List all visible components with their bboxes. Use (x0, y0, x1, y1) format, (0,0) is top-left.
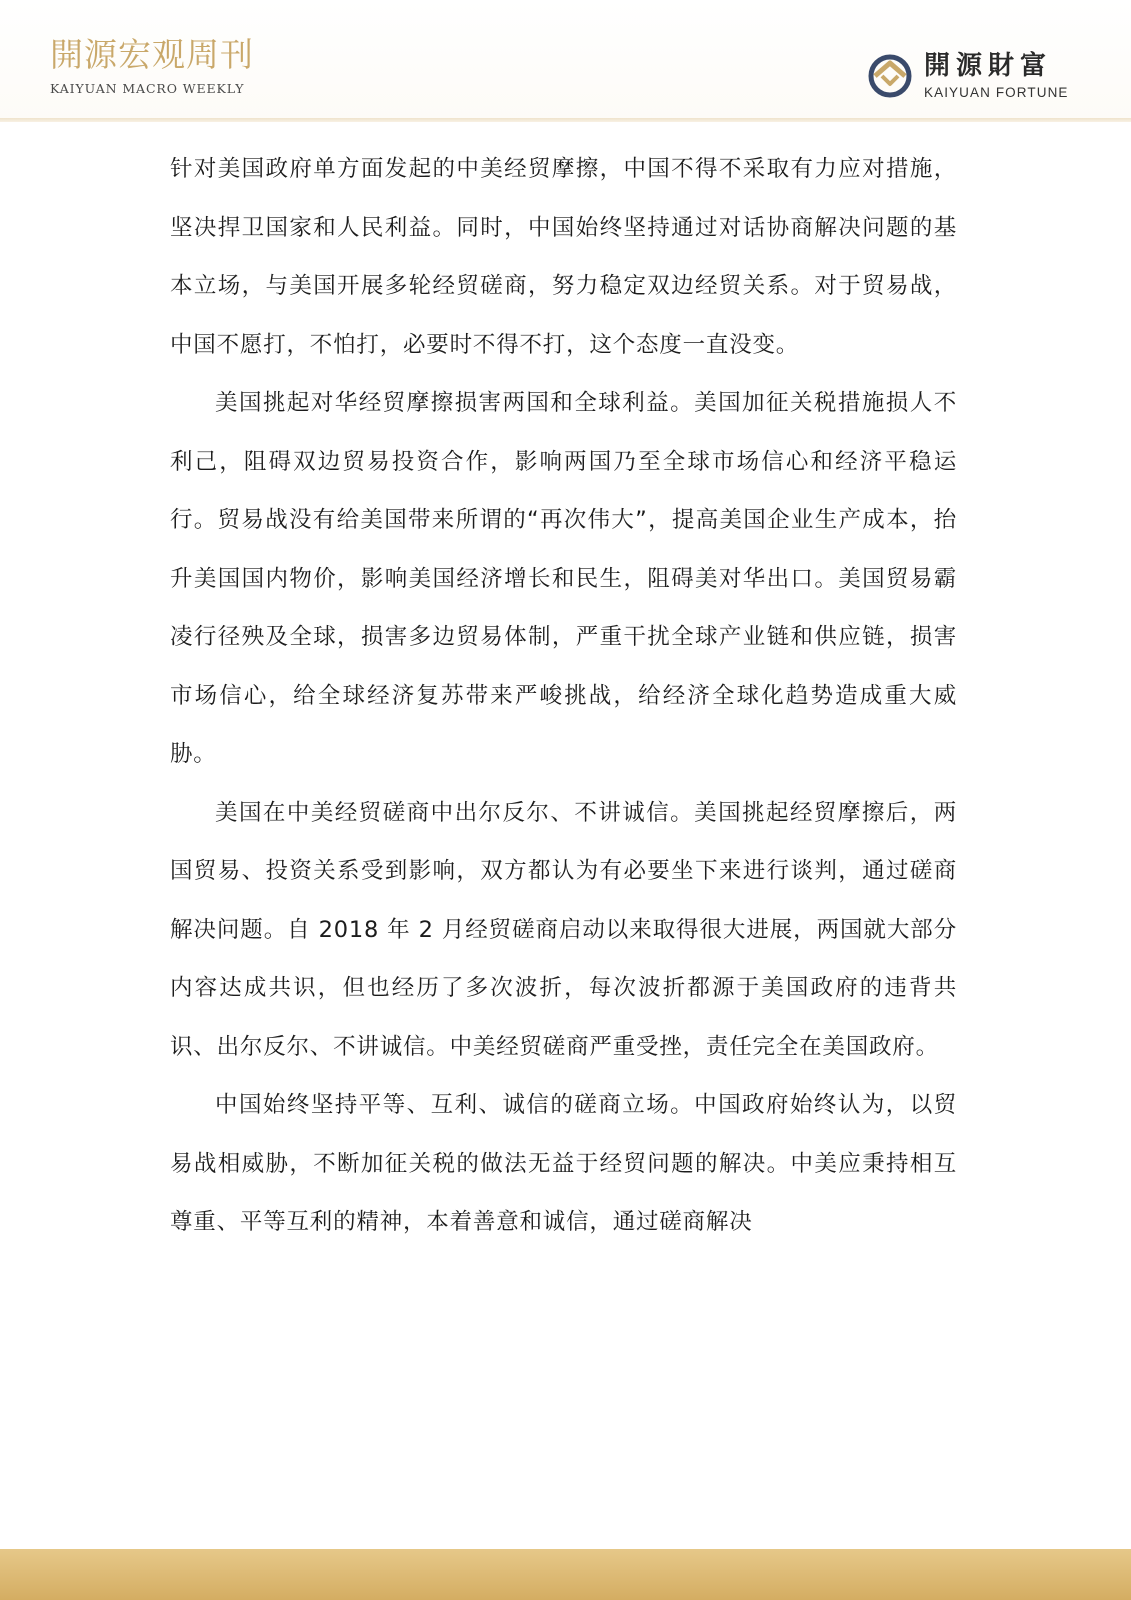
paragraph-2: 美国挑起对华经贸摩擦损害两国和全球利益。美国加征关税措施损人不利己，阻碍双边贸易投资合作，影响两国乃至全球市场信心和经济平稳运行。贸易战没有给美国带来所谓的“再次伟大”，提高美国企业生产成本，抬升美国国内物价，影响美国经济增长和民生，阻碍美对华出口。美国贸易霸凌行径殃及全球，损害多边贸易体制，严重干扰全球产业链和供应链，损害市场信心，给全球经济复苏带来严峻挑战，给经济全球化趋势造成重大威胁。 (170, 390, 957, 767)
footer-bar (0, 1549, 1131, 1600)
page-header (0, 0, 1131, 120)
paragraph-4: 中国始终坚持平等、互利、诚信的磋商立场。中国政府始终认为，以贸易战相威胁，不断加征关税的做法无益于经贸问题的解决。中美应秉持相互尊重、平等互利的精神，本着善意和诚信，通过磋商解决 (170, 1092, 957, 1235)
company-name-cn: 開源財富 (924, 50, 1053, 81)
article-body (170, 140, 957, 1252)
kaiyuan-logo-icon (866, 52, 914, 100)
paragraph-3: 美国在中美经贸磋商中出尔反尔、不讲诚信。美国挑起经贸摩擦后，两国贸易、投资关系受到影响，双方都认为有必要坐下来进行谈判，通过磋商解决问题。自 2018 年 2 月经贸磋商启动以来取得很大进展，两国就大部分内容达成共识，但也经历了多次波折，每次波折都源于美国政府的违背共识、出尔反尔、不讲诚信。中美经贸磋商严重受挫，责任完全在美国政府。 (170, 799, 957, 1060)
publication-title: 開源宏观周刊 (50, 35, 254, 74)
header-divider (0, 118, 1131, 122)
publication-brand (50, 35, 254, 96)
paragraph-1: 针对美国政府单方面发起的中美经贸摩擦，中国不得不采取有力应对措施，坚决捍卫国家和人民利益。同时，中国始终坚持通过对话协商解决问题的基本立场，与美国开展多轮经贸磋商，努力稳定双边经贸关系。对于贸易战，中国不愿打，不怕打，必要时不得不打，这个态度一直没变。 (170, 156, 957, 358)
company-name-en: KAIYUAN FORTUNE (924, 84, 1069, 100)
publication-subtitle: KAIYUAN MACRO WEEKLY (50, 81, 245, 96)
company-logo (866, 52, 1069, 100)
